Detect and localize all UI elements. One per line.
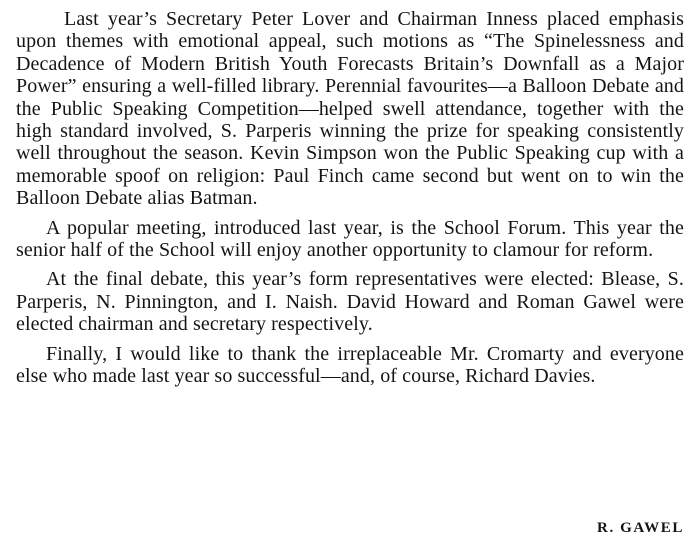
paragraph-school-forum: A popular meeting, introduced last year, is the School Forum. This year the senior half of the School will enjoy another opportunity to clamour for reform. [16,216,684,262]
paragraph-thanks: Finally, I would like to thank the irreplaceable Mr. Cromarty and everyone else who made last year so successful—and, of course, Richard Davies. [16,342,684,388]
article-body [16,8,684,395]
paragraph-society-motions: Last year’s Secretary Peter Lover and Chairman Inness placed emphasis upon themes with emotional appeal, such motions as “The Spinelessness and Decadence of Modern British Youth Forecasts Britain’s Downfall as a Major Power” ensuring a well-filled library. Perennial favourites—a Balloon Debate and the Public Speaking Competition—helped swell attendance, together with the high standard involved, S. Parperis winning the prize for speaking consistently well throughout the season. Kevin Simpson won the Public Speaking cup with a memorable spoof on religion: Paul Finch came second but went on to win the Balloon Debate alias Batman. [16,8,684,210]
paragraph-final-debate: At the final debate, this year’s form representatives were elected: Blease, S. Parperis, N. Pinnington, and I. Naish. David Howard and Roman Gawel were elected chairman and secretary respectively. [16,268,684,336]
author-signature: R. GAWEL [597,520,684,536]
